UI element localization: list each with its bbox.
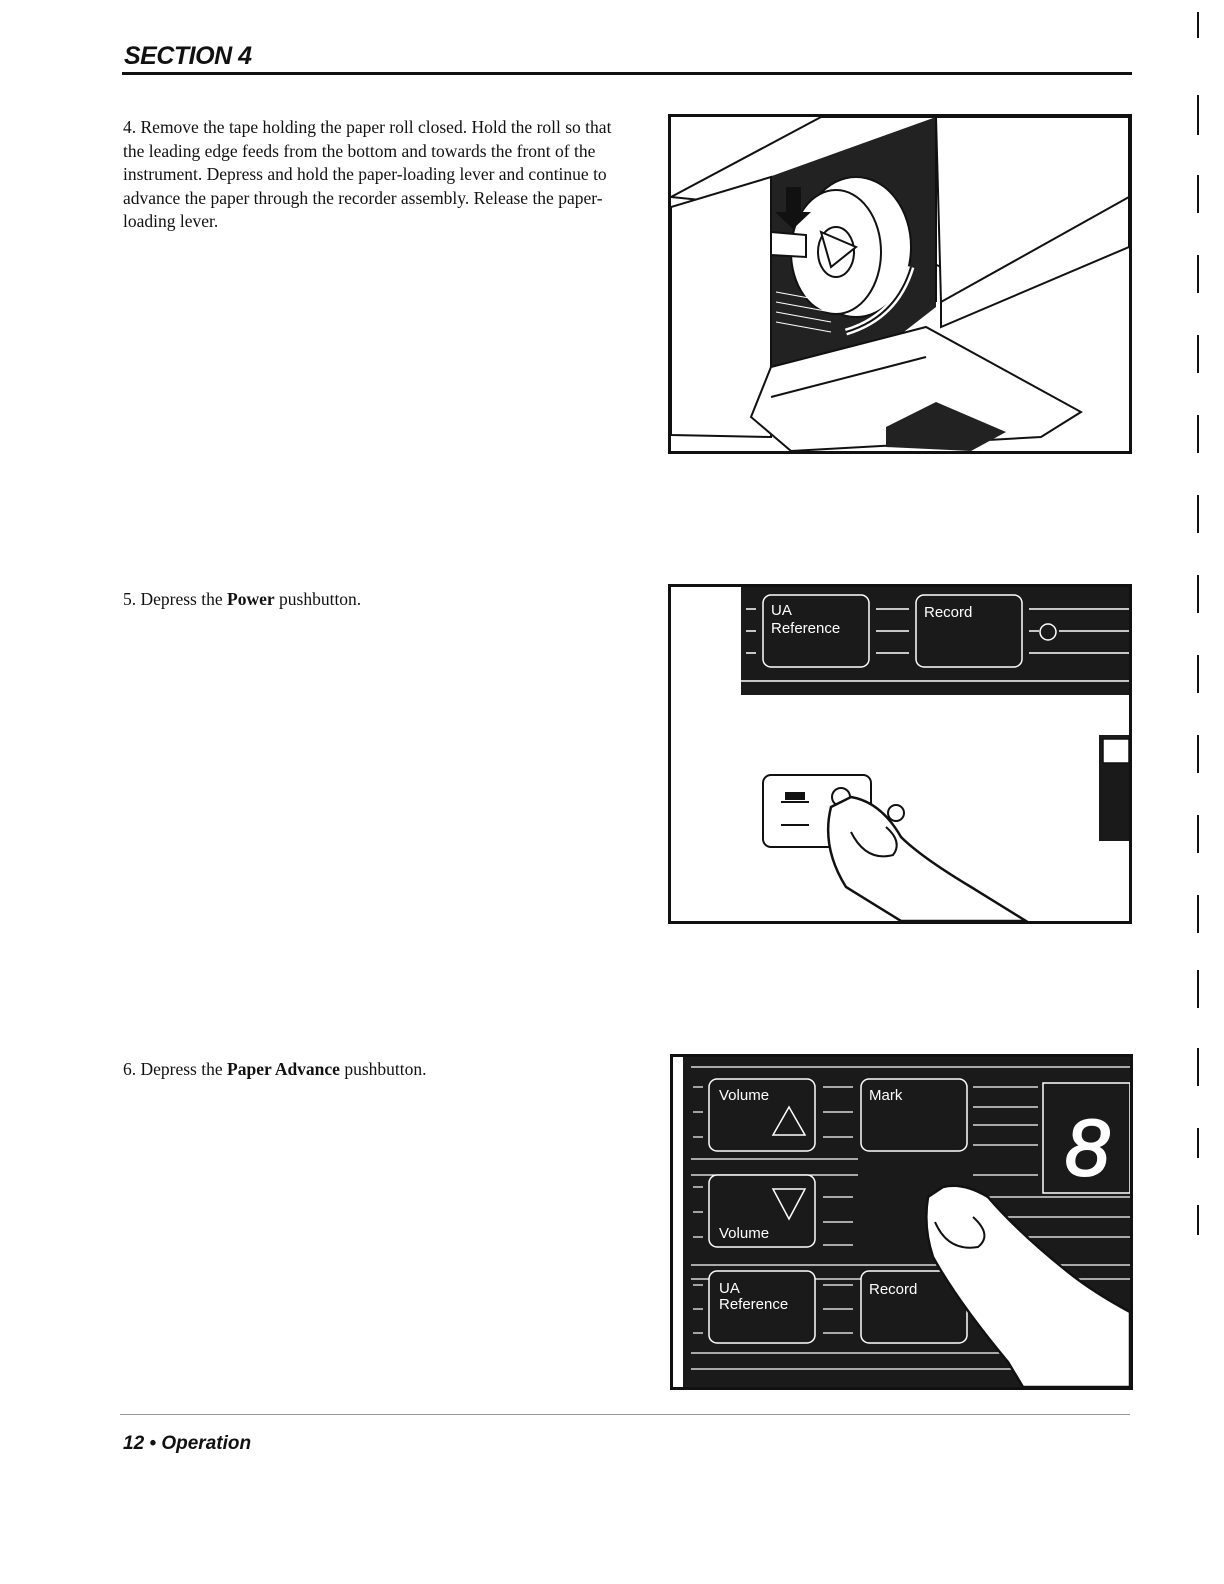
step-5: [123, 588, 633, 612]
fig3-record-label: Record: [869, 1281, 918, 1298]
figure-paper-roll: [668, 114, 1132, 454]
fig3-ua-label-2: Reference: [719, 1296, 789, 1313]
step-5-after: pushbutton.: [274, 589, 362, 609]
step-6: [123, 1058, 633, 1082]
step-5-bold: Power: [227, 589, 275, 609]
fig3-volume-down-label: Volume: [719, 1225, 770, 1242]
step-6-before: Depress the: [140, 1059, 228, 1079]
figure-power-button: [668, 584, 1132, 924]
section-title: SECTION 4: [124, 42, 252, 70]
fig2-ua-label-2: Reference: [771, 620, 841, 637]
margin-change-bars: [1194, 0, 1206, 1584]
step-5-number: 5.: [123, 589, 137, 609]
fig3-mark-label: Mark: [869, 1087, 903, 1104]
page-footer: 12 • Operation: [123, 1433, 252, 1454]
footer-rule: [120, 1414, 1130, 1415]
fig3-ua-label-1: UA: [719, 1280, 740, 1297]
fig3-display-digit: 8: [1065, 1103, 1110, 1192]
fig2-record-label: Record: [924, 604, 973, 621]
step-4-text: Remove the tape holding the paper roll closed. Hold the roll so that the leading edge feeds from the bottom and towards the front of the instrument. Depress and hold the paper-loading lever and continue to advance the paper through the recorder assembly. Release the paper-loading lever.: [123, 117, 612, 231]
step-6-after: pushbutton.: [339, 1059, 427, 1079]
step-4-number: 4.: [123, 117, 137, 137]
step-4: [123, 116, 633, 234]
step-6-bold: Paper Advance: [227, 1059, 340, 1079]
step-5-before: Depress the: [140, 589, 228, 609]
figure-paper-advance: [670, 1054, 1133, 1390]
section-rule: [122, 72, 1132, 75]
fig3-volume-up-label: Volume: [719, 1087, 770, 1104]
step-6-number: 6.: [123, 1059, 137, 1079]
fig2-ua-label-1: UA: [771, 602, 792, 619]
